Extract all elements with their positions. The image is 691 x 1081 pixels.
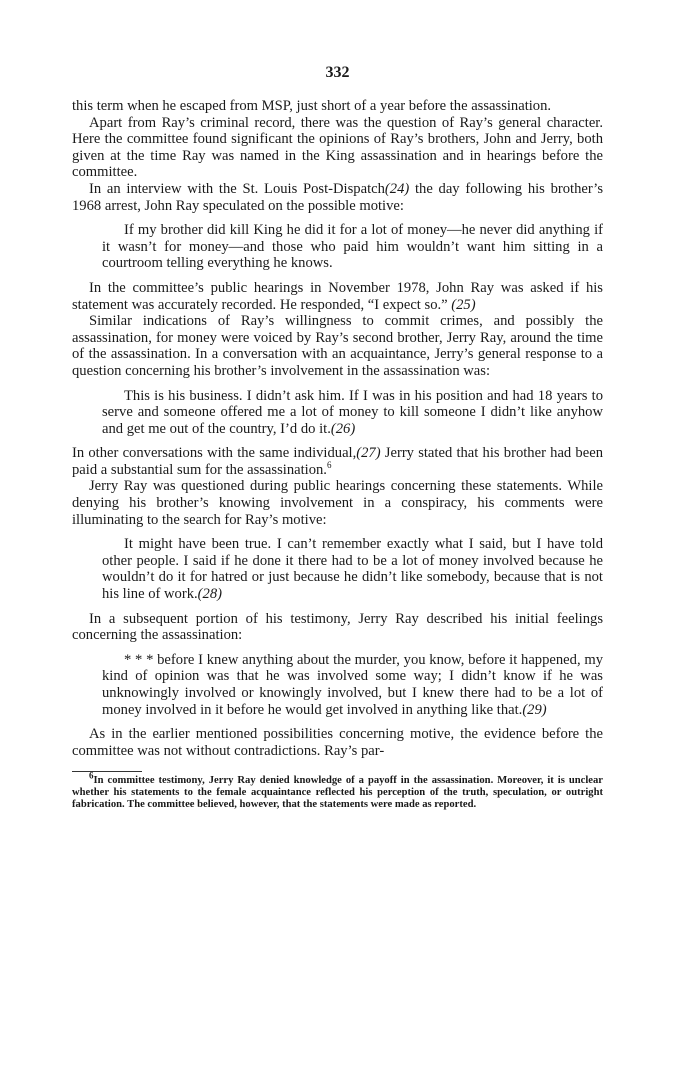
block-quote	[102, 536, 603, 602]
paragraph	[72, 280, 603, 313]
paragraph	[72, 313, 603, 379]
text-run: Similar indications of Ray’s willingness to commit crimes, and possibly the assassination, for money were voiced by Ray’s second brother, Jerry Ray, around the time of the assassination. In a conversation with an acquaintance, Jerry’s general response to a question concerning his brother’s involvement in the assassination was:	[72, 313, 603, 379]
footnote-marker: 6	[89, 770, 94, 781]
text-run: If my brother did kill King he did it for a lot of money—he never did anything if it wasn’t for money—and those who paid him wouldn’t want him sitting in a courtroom telling everything he knows.	[102, 222, 603, 272]
citation-ref: (24)	[384, 180, 410, 197]
text-run: Apart from Ray’s criminal record, there was the question of Ray’s general character. Here the committee found significant the opinions of Ray’s brothers, John and Jerry, both given at the time Ray was named in the King assassination and in hearings before the committee.	[72, 114, 603, 181]
paragraph	[72, 98, 603, 115]
text-run: This is his business. I didn’t ask him. If I was in his position and had 18 years to serve and someone offered me a lot of money to kill someone I didn’t like anyhow and get me out of the country, I’d do it.	[102, 387, 603, 437]
paragraph	[72, 611, 603, 644]
body-text	[72, 98, 603, 759]
citation-ref: (26)	[330, 420, 356, 437]
block-quote	[102, 388, 603, 438]
text-run: As in the earlier mentioned possibilities concerning motive, the evidence before the committee was not without contradictions. Ray’s par-	[72, 726, 603, 759]
text-run: Jerry stated that his brother had been paid a substantial sum for the assassination.	[72, 445, 603, 478]
text-run: In other conversations with the same individual,	[72, 445, 357, 462]
footnote	[72, 770, 603, 810]
text-run: In the committee’s public hearings in November 1978, John Ray was asked if his statement was accurately recorded. He responded, “I expect so.”	[72, 279, 603, 313]
paragraph	[72, 115, 603, 181]
page-number: 332	[325, 64, 350, 81]
footnote-divider	[72, 771, 142, 772]
footnote-text: In committee testimony, Jerry Ray denied knowledge of a payoff in the assassination. Moreover, it is unclear whether his statements to the female acquaintance reflected his perception of the truth, speculation, or outright fabrication. The committee believed, however, that the statements were made as reported.	[72, 775, 603, 810]
citation-ref: (28)	[197, 586, 222, 603]
block-quote	[102, 222, 603, 272]
text-run: Jerry Ray was questioned during public hearings concerning these statements. While denying his brother’s knowing involvement in a conspiracy, his comments were illuminating to the search for Ray’s motive:	[72, 478, 603, 528]
text-run: In an interview with the St. Louis Post-Dispatch	[89, 180, 385, 197]
block-quote	[102, 652, 603, 718]
citation-ref: (27)	[356, 445, 381, 462]
paragraph	[72, 478, 603, 528]
paragraph	[72, 726, 603, 759]
citation-ref: (29)	[522, 701, 547, 718]
citation-ref: (25)	[451, 296, 476, 313]
text-run: In a subsequent portion of his testimony, Jerry Ray described his initial feelings concerning the assassination:	[72, 610, 603, 644]
paragraph	[72, 181, 603, 214]
footnote-ref: 6	[326, 460, 332, 471]
text-run: * * * before I knew anything about the murder, you know, before it happened, my kind of opinion was that he was involved some way; I didn’t know if he was unknowingly involved or knowingly involved, but I knew there had to be a lot of money involved in it before he would get involved in anything like that.	[102, 651, 603, 718]
text-run: the day following his brother’s 1968 arrest, John Ray speculated on the possible motive:	[72, 180, 603, 214]
text-run: It might have been true. I can’t remember exactly what I said, but I have told other people. I said if he done it there had to be a lot of money involved because he wouldn’t do it for hatred or just because he didn’t like somebody, because that is not his line of work.	[102, 536, 603, 603]
paragraph	[72, 445, 603, 478]
text-run: this term when he escaped from MSP, just short of a year before the assassination.	[72, 98, 552, 114]
